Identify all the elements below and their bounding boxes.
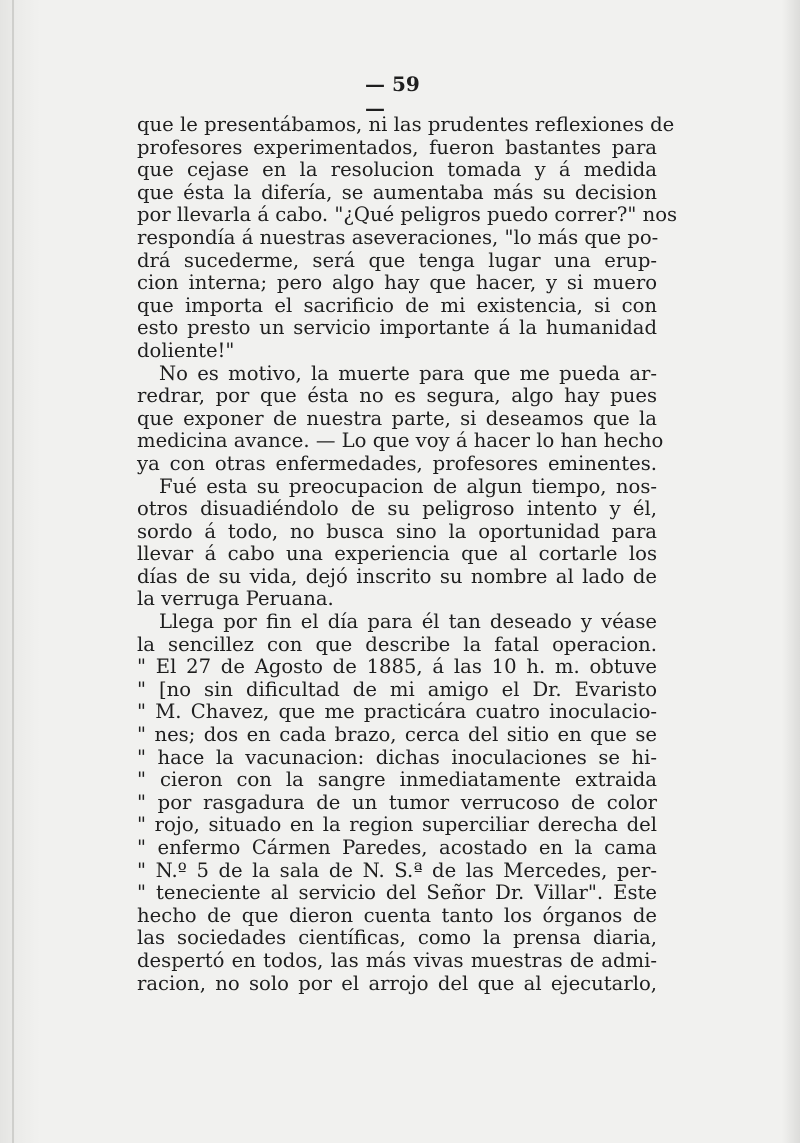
text-line: redrar, por que ésta no es segura, algo hay pues (137, 384, 657, 408)
text-line: " N.º 5 de la sala de N. S.ª de las Mercedes, per- (137, 858, 657, 882)
text-line: No es motivo, la muerte para que me pueda ar- (159, 361, 657, 385)
binding-line (12, 0, 14, 1143)
text-line: " El 27 de Agosto de 1885, á las 10 h. m. obtuve (137, 655, 657, 679)
text-line: Fué esta su preocupacion de algun tiempo, nos- (159, 474, 657, 498)
text-line: cion interna; pero algo hay que hacer, y si muero (137, 271, 657, 295)
text-line: " cieron con la sangre inmediatamente extraida (137, 768, 657, 792)
text-line: llevar á cabo una experiencia que al cortarle los (137, 542, 657, 566)
page-gutter-shadow (0, 0, 40, 1143)
text-line: que importa el sacrificio de mi existencia, si con (137, 293, 657, 317)
text-line: " nes; dos en cada brazo, cerca del sitio en que se (137, 723, 657, 747)
text-line: " rojo, situado en la region superciliar derecha del (137, 813, 657, 837)
text-line: respondía á nuestras aseveraciones, "lo más que po- (137, 225, 659, 249)
text-line: medicina avance. — Lo que voy á hacer lo han hecho (137, 429, 664, 453)
text-line: por llevarla á cabo. "¿Qué peligros puedo correr?" nos (137, 203, 678, 227)
text-line: profesores experimentados, fueron bastantes para (137, 135, 657, 159)
text-line: " M. Chavez, que me practicára cuatro inoculacio- (137, 700, 657, 724)
text-line: la verruga Peruana. (137, 587, 334, 611)
text-line: despertó en todos, las más vivas muestras de admi- (137, 948, 657, 972)
text-line: esto presto un servicio importante á la humanidad (137, 316, 657, 340)
text-line: " enfermo Cármen Paredes, acostado en la cama (137, 836, 657, 859)
page-number: — 59 — (365, 72, 420, 120)
text-line: Llega por fin el día para él tan deseado y véase (159, 610, 657, 634)
text-line: sordo á todo, no busca sino la oportunidad para (137, 519, 657, 543)
text-line: días de su vida, dejó inscrito su nombre al lado de (137, 564, 657, 588)
text-line: " hace la vacunacion: dichas inoculaciones se hi- (137, 745, 657, 769)
text-line: las sociedades científicas, como la prensa diaria, (137, 926, 657, 950)
text-line: doliente!" (137, 338, 235, 362)
text-line: drá sucederme, será que tenga lugar una erup- (137, 248, 657, 272)
text-line: que exponer de nuestra parte, si deseamos que la (137, 406, 657, 430)
text-line: racion, no solo por el arrojo del que al ejecutarlo, (137, 971, 657, 995)
text-line: ya con otras enfermedades, profesores eminentes. (137, 451, 657, 475)
text-line: que le presentábamos, ni las prudentes reflexiones de (137, 113, 675, 136)
text-line: " [no sin dificultad de mi amigo el Dr. Evaristo (137, 677, 657, 701)
text-line: hecho de que dieron cuenta tanto los órganos de (137, 903, 657, 927)
text-line: que ésta la difería, se aumentaba más su decision (137, 180, 657, 204)
text-line: la sencillez con que describe la fatal operacion. (137, 632, 657, 656)
body-text (137, 113, 678, 995)
text-line: " por rasgadura de un tumor verrucoso de color (137, 790, 657, 814)
text-line: otros disuadiéndolo de su peligroso intento y él, (137, 497, 657, 521)
text-line: " teneciente al servicio del Señor Dr. Villar". Este (137, 881, 657, 905)
text-line: que cejase en la resolucion tomada y á medida (137, 158, 657, 182)
page-edge-shadow (782, 0, 800, 1143)
